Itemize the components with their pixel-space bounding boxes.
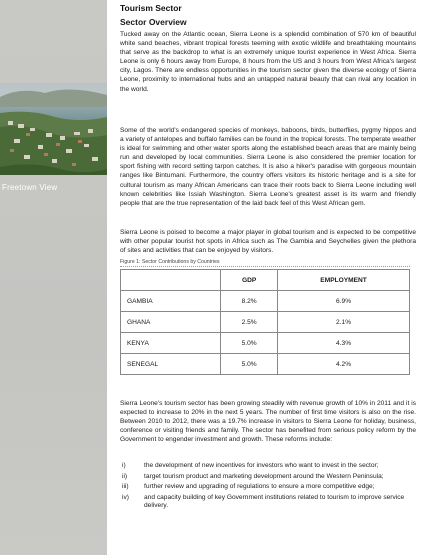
- freetown-photo: [0, 83, 107, 175]
- table-cell: 4.2%: [278, 354, 410, 375]
- list-item: [120, 473, 416, 482]
- table-cell: 6.9%: [278, 291, 410, 312]
- list-item-text: further review and upgrading of regulations to ensure a more competitive edge;: [144, 483, 375, 491]
- table-cell: 2.5%: [221, 312, 278, 333]
- sidebar-panel: [0, 0, 107, 555]
- table-row: [121, 291, 410, 312]
- caption-divider: [120, 266, 410, 267]
- paragraph-outlook: Sierra Leone is poised to become a major player in global tourism and is expected to be competitive with other popular tourist hot spots in Africa such as The Gambia and Seychelles given the plethora of sites and activities that can be enjoyed by visitors.: [120, 229, 416, 255]
- section-heading: Sector Overview: [120, 17, 187, 27]
- list-item: [120, 483, 416, 492]
- list-marker: iii): [122, 483, 129, 491]
- table-row: [121, 312, 410, 333]
- table-cell: GAMBIA: [121, 291, 221, 312]
- list-marker: ii): [122, 472, 128, 480]
- reforms-list: [120, 462, 416, 513]
- sector-contributions-table: [120, 269, 410, 375]
- table-cell: 8.2%: [221, 291, 278, 312]
- list-item-text: and capacity building of key Government institutions related to tourism to improve service delivery.: [144, 493, 405, 510]
- paragraph-intro: Tucked away on the Atlantic ocean, Sierra Leone is a splendid combination of 570 km of beautiful white sand beaches, vibrant tropical forests teeming with exotic wildlife and breathtaking mountains that serve as the backdrop to what is an extremely unique tourist experience in West Africa. Sierra Leone is only 6 hours away from Europe, 8 hours from the US and 3 hours from West Africa's largest city, Lagos. There are endless opportunities in the tourism sector given the diverse ecology of Sierra Leone, proximity to international hubs and an untapped natural beauty that can rival any location in the world.: [120, 31, 416, 93]
- table-header-cell: [121, 270, 221, 291]
- list-marker: iv): [122, 493, 129, 501]
- list-item: [120, 462, 416, 471]
- table-cell: GHANA: [121, 312, 221, 333]
- paragraph-growth: Sierra Leone's tourism sector has been growing steadily with revenue growth of 10% in 2011 and it is expected to increase to 20% in the next 5 years. The number of first time visitors is also on the rise. Between 2010 to 2012, there was a 19.7% increase in visitors to Sierra Leone for holiday, business, conference or visiting friends and family. The sector has benefited from serious policy reform by the Government to engender investment and growth. These reforms include:: [120, 400, 416, 444]
- page-title: Tourism Sector: [120, 3, 182, 13]
- table-row: [121, 354, 410, 375]
- table-header-cell: GDP: [221, 270, 278, 291]
- table-cell: KENYA: [121, 333, 221, 354]
- figure-caption: Figure 1: Sector Contributions by Countries: [120, 259, 220, 265]
- table-header-cell: EMPLOYMENT: [278, 270, 410, 291]
- list-item-text: the development of new incentives for investors who want to invest in the sector;: [144, 462, 379, 469]
- table-cell: SENEGAL: [121, 354, 221, 375]
- table-cell: 5.0%: [221, 354, 278, 375]
- table-cell: 5.0%: [221, 333, 278, 354]
- freetown-landscape-image: [0, 83, 107, 175]
- list-item: [120, 494, 416, 511]
- list-marker: i): [122, 462, 126, 469]
- list-item-text: target tourism product and marketing development around the Western Peninsula;: [144, 472, 384, 480]
- photo-caption: Freetown View: [2, 183, 58, 192]
- paragraph-wildlife: Some of the world's endangered species of monkeys, baboons, birds, butterflies, pygmy hippos and a variety of antelopes and buffalo families can be found in the tropical forests. The temperate weather is ideal for swimming and other water sports along the established beach areas that are mainly being run and developed by local communities. Sierra Leone is also considered the premier location for sport fishing with record setting tarpon catches. It is also a hiker's paradise with gorgeous mountain ranges like Bintumani. Furthermore, the country offers visitors its historic heritage and is a site for cultural tourism as many African Americans can trace their roots back to Sierra Leone including well known celebrities like Issiah Washington. Sierra Leone's greatest asset is its warm and friendly people that are the true representation of the laid back feel of this West African gem.: [120, 127, 416, 207]
- table-row: [121, 333, 410, 354]
- table-header-row: [121, 270, 410, 291]
- table-cell: 2.1%: [278, 312, 410, 333]
- table-cell: 4.3%: [278, 333, 410, 354]
